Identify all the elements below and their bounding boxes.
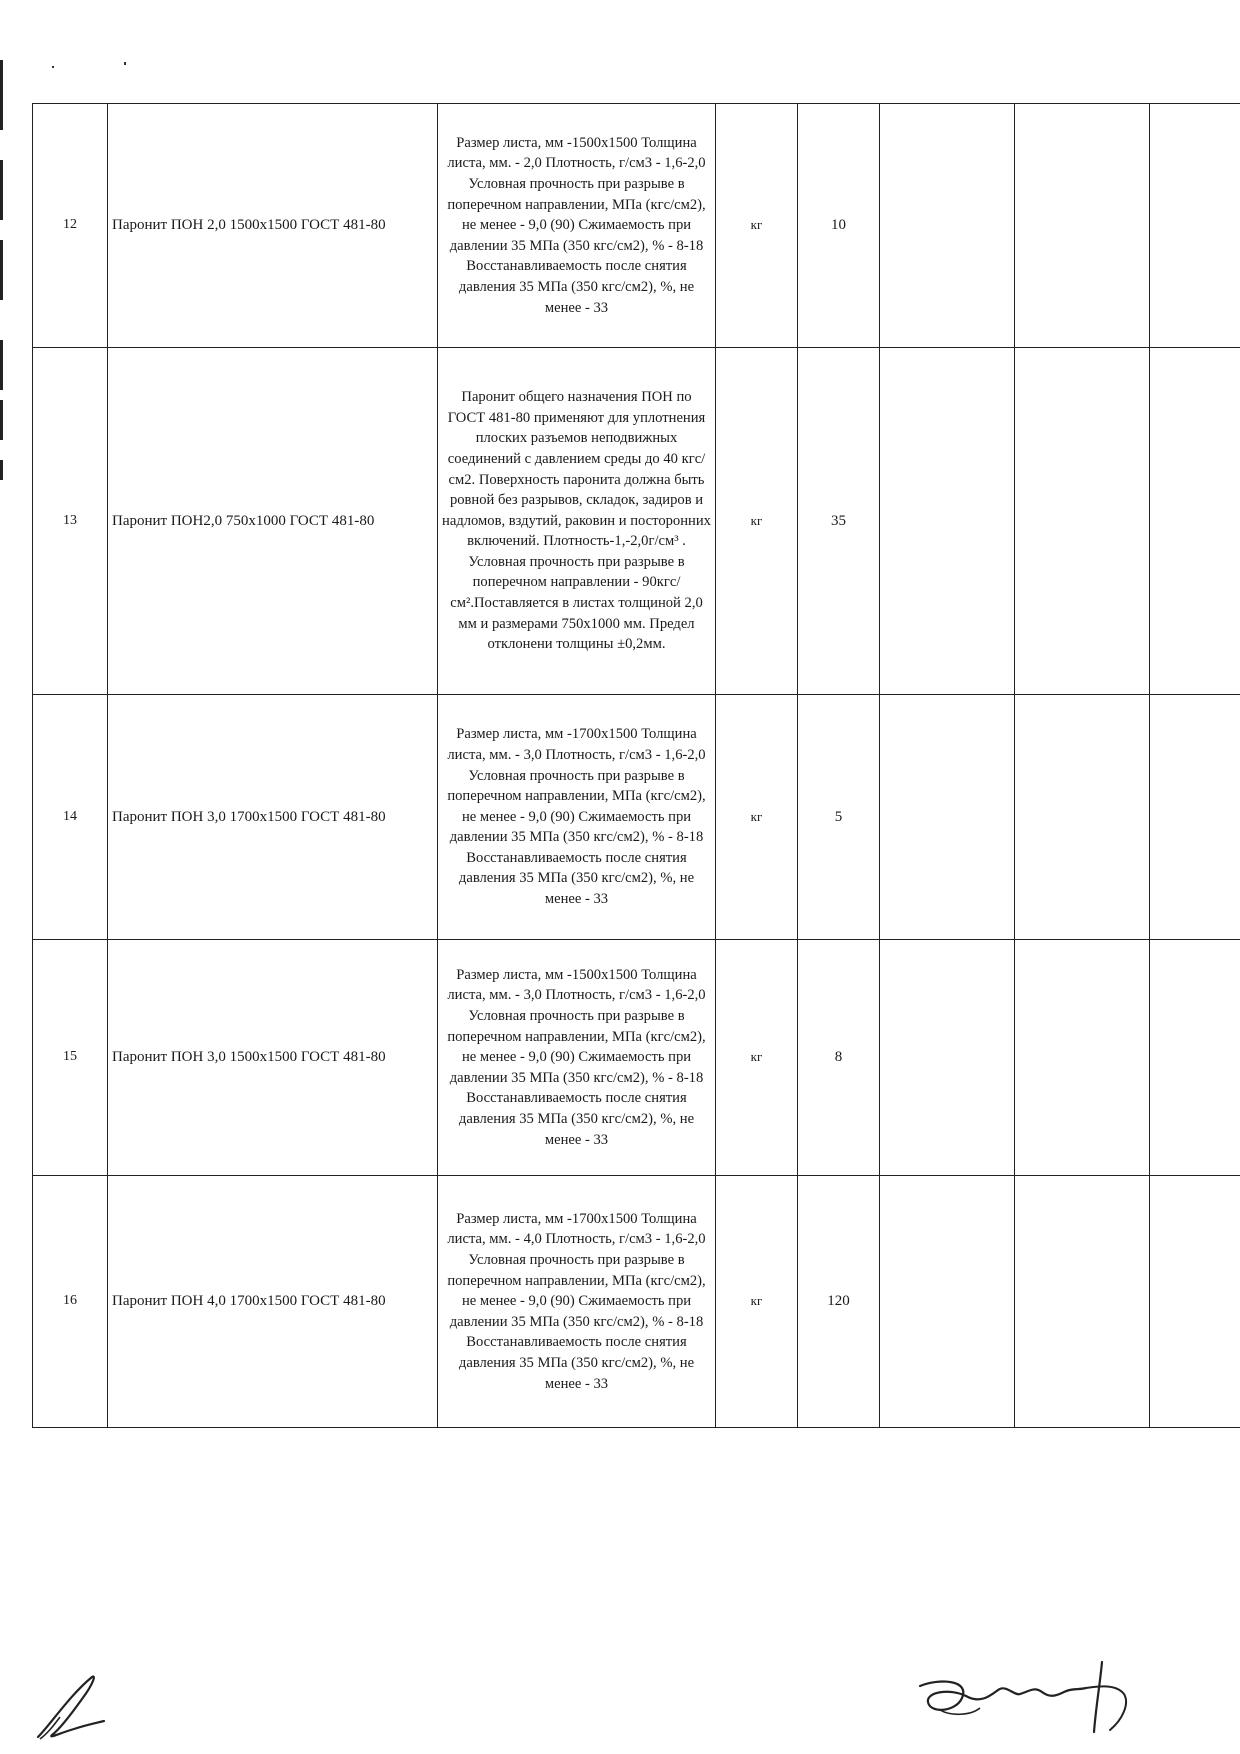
- scan-edge-marks: [0, 40, 6, 480]
- empty-cell: [1015, 940, 1150, 1176]
- item-unit: кг: [716, 695, 798, 940]
- empty-cell: [880, 348, 1015, 695]
- specification-table: [32, 103, 1240, 1428]
- item-quantity: 5: [798, 695, 880, 940]
- empty-cell: [1015, 348, 1150, 695]
- empty-cell: [1015, 104, 1150, 348]
- item-description: Паронит общего назначения ПОН по ГОСТ 481-80 применяют для уплотнения плоских разъемов неподвижных соединений с давлением среды до 40 кгс/см2. Поверхность паронита должна быть ровной без разрывов, складок, задиров и надломов, вздутий, раковин и посторонних включений. Плотность-1,-2,0г/см³ . Условная прочность при разрыве в поперечном направлении - 90кгс/см².Поставляется в листах толщиной 2,0 мм и размерами 750х1000 мм. Предел отклонени толщины ±0,2мм.: [438, 348, 716, 695]
- empty-cell: [1150, 695, 1240, 940]
- row-number: 14: [33, 695, 108, 940]
- item-description: Размер листа, мм -1500х1500 Толщина листа, мм. - 3,0 Плотность, г/см3 - 1,6-2,0 Условная прочность при разрыве в поперечном направлении, МПа (кгс/см2), не менее - 9,0 (90) Сжимаемость при давлении 35 МПа (350 кгс/см2), % - 8-18 Восстанавливаемость после снятия давления 35 МПа (350 кгс/см2), %, не менее - 33: [438, 940, 716, 1176]
- signature-right: [910, 1650, 1160, 1750]
- signature-left: [30, 1655, 130, 1745]
- empty-cell: [1015, 1176, 1150, 1428]
- item-name: Паронит ПОН 4,0 1700х1500 ГОСТ 481-80: [108, 1176, 438, 1428]
- table-row: [33, 940, 1240, 1176]
- empty-cell: [1150, 1176, 1240, 1428]
- item-name: Паронит ПОН 2,0 1500х1500 ГОСТ 481-80: [108, 104, 438, 348]
- item-quantity: 8: [798, 940, 880, 1176]
- row-number: 16: [33, 1176, 108, 1428]
- row-number: 15: [33, 940, 108, 1176]
- item-name: Паронит ПОН 3,0 1700х1500 ГОСТ 481-80: [108, 695, 438, 940]
- empty-cell: [1150, 104, 1240, 348]
- table-row: [33, 348, 1240, 695]
- scan-speck: [52, 66, 54, 68]
- item-quantity: 10: [798, 104, 880, 348]
- empty-cell: [880, 104, 1015, 348]
- empty-cell: [880, 695, 1015, 940]
- table-row: [33, 695, 1240, 940]
- item-unit: кг: [716, 940, 798, 1176]
- item-name: Паронит ПОН2,0 750х1000 ГОСТ 481-80: [108, 348, 438, 695]
- table-row: [33, 104, 1240, 348]
- item-name: Паронит ПОН 3,0 1500х1500 ГОСТ 481-80: [108, 940, 438, 1176]
- empty-cell: [1150, 940, 1240, 1176]
- item-description: Размер листа, мм -1700х1500 Толщина листа, мм. - 4,0 Плотность, г/см3 - 1,6-2,0 Условная прочность при разрыве в поперечном направлении, МПа (кгс/см2), не менее - 9,0 (90) Сжимаемость при давлении 35 МПа (350 кгс/см2), % - 8-18 Восстанавливаемость после снятия давления 35 МПа (350 кгс/см2), %, не менее - 33: [438, 1176, 716, 1428]
- empty-cell: [1150, 348, 1240, 695]
- item-quantity: 35: [798, 348, 880, 695]
- item-unit: кг: [716, 104, 798, 348]
- empty-cell: [880, 1176, 1015, 1428]
- specification-table-wrapper: [32, 103, 1184, 1428]
- scan-speck: [124, 62, 126, 65]
- row-number: 13: [33, 348, 108, 695]
- row-number: 12: [33, 104, 108, 348]
- item-description: Размер листа, мм -1500х1500 Толщина листа, мм. - 2,0 Плотность, г/см3 - 1,6-2,0 Условная прочность при разрыве в поперечном направлении, МПа (кгс/см2), не менее - 9,0 (90) Сжимаемость при давлении 35 МПа (350 кгс/см2), % - 8-18 Восстанавливаемость после снятия давления 35 МПа (350 кгс/см2), %, не менее - 33: [438, 104, 716, 348]
- item-description: Размер листа, мм -1700х1500 Толщина листа, мм. - 3,0 Плотность, г/см3 - 1,6-2,0 Условная прочность при разрыве в поперечном направлении, МПа (кгс/см2), не менее - 9,0 (90) Сжимаемость при давлении 35 МПа (350 кгс/см2), % - 8-18 Восстанавливаемость после снятия давления 35 МПа (350 кгс/см2), %, не менее - 33: [438, 695, 716, 940]
- item-unit: кг: [716, 1176, 798, 1428]
- item-unit: кг: [716, 348, 798, 695]
- item-quantity: 120: [798, 1176, 880, 1428]
- empty-cell: [880, 940, 1015, 1176]
- table-row: [33, 1176, 1240, 1428]
- empty-cell: [1015, 695, 1150, 940]
